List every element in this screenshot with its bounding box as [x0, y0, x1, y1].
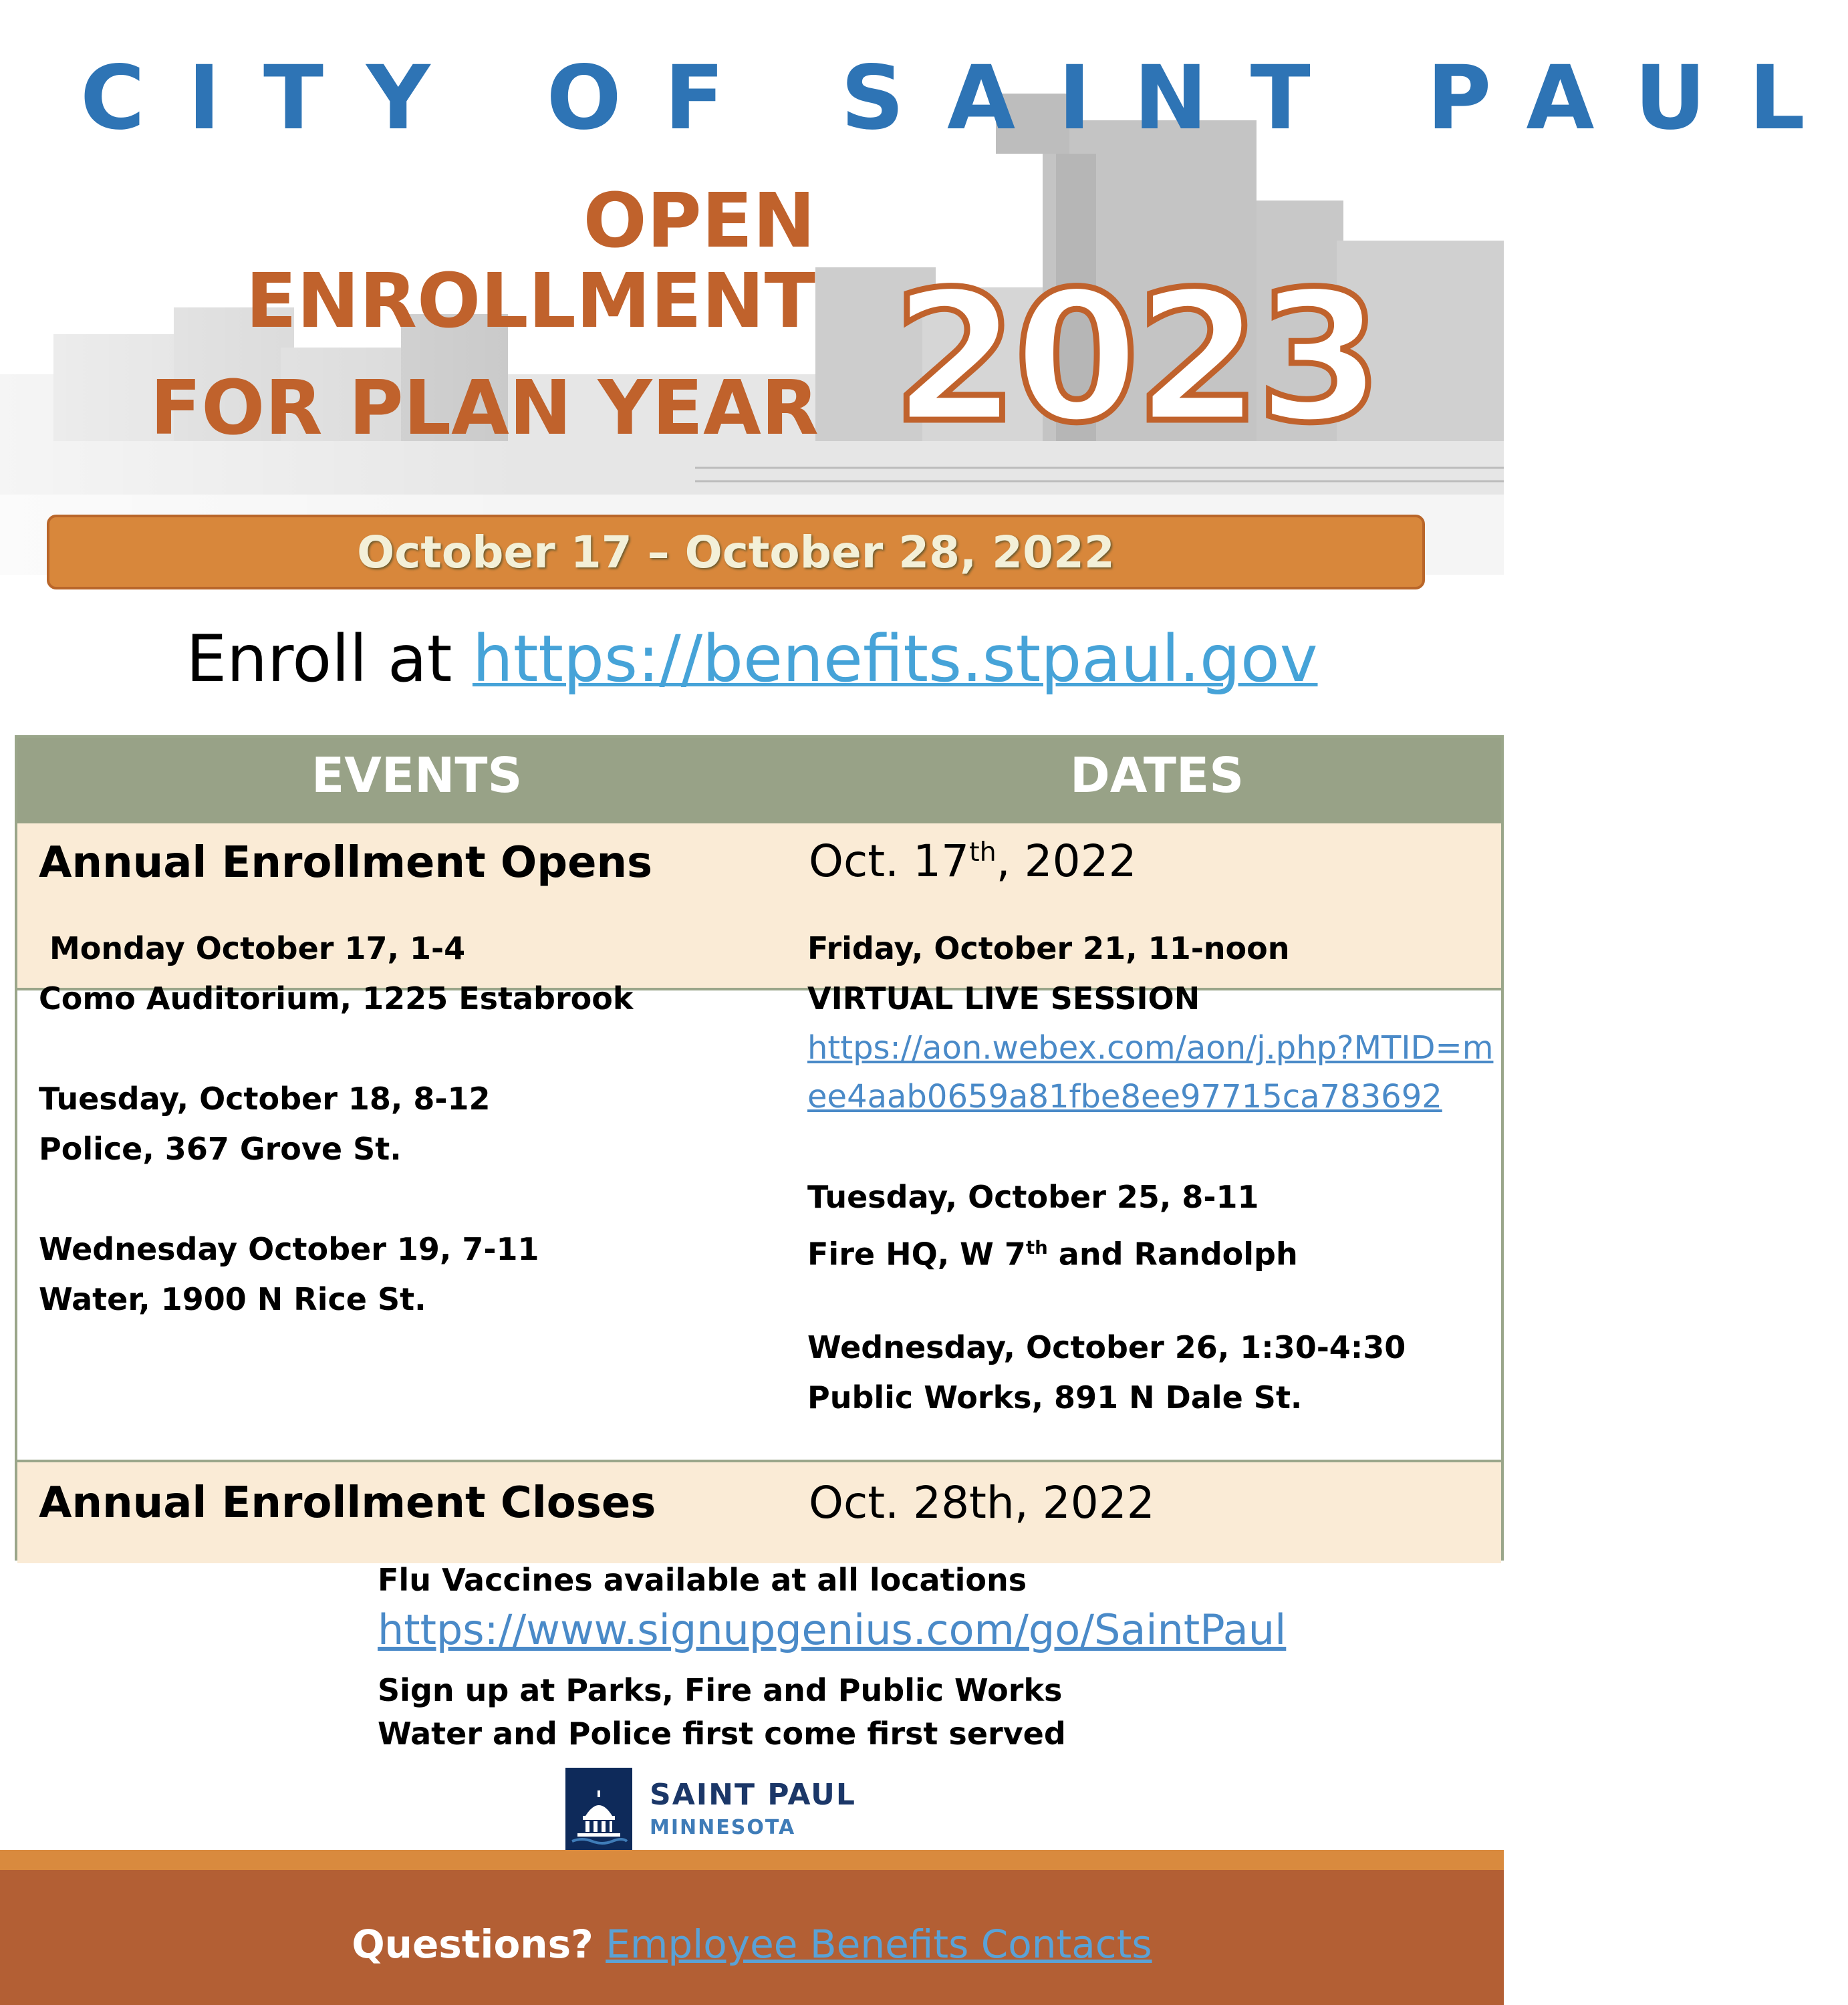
table-row-closes [17, 1460, 1501, 1563]
table-header [17, 738, 1501, 823]
session-virtual [807, 924, 1290, 1024]
benefits-portal-link[interactable]: https://benefits.stpaul.gov [472, 622, 1318, 696]
session-when: Wednesday, October 26, 1:30-4:30 [807, 1329, 1406, 1365]
logo-name: SAINT PAUL [650, 1778, 856, 1812]
footer-stripe [0, 1850, 1504, 1870]
open-heading: OPEN [583, 178, 815, 265]
session-tuesday [39, 1074, 491, 1174]
flu-heading: Flu Vaccines available at all locations [378, 1562, 1027, 1598]
closes-label: Annual Enrollment Closes [39, 1478, 656, 1528]
date-range-text: October 17 – October 28, 2022 [357, 526, 1115, 578]
session-when: Tuesday, October 25, 8-11 [807, 1179, 1259, 1215]
session-when: Monday October 17, 1-4 [39, 930, 466, 966]
plan-year-number: 2023 [892, 252, 1379, 462]
capitol-dome-icon [565, 1768, 632, 1855]
session-where: Water, 1900 N Rice St. [39, 1281, 426, 1317]
session-wednesday [39, 1224, 539, 1325]
benefits-contacts-link[interactable]: Employee Benefits Contacts [606, 1921, 1152, 1967]
flu-note-signup: Sign up at Parks, Fire and Public Works [378, 1672, 1063, 1708]
footer-questions [0, 1921, 1504, 1967]
session-where: Public Works, 891 N Dale St. [807, 1379, 1303, 1416]
plan-year-heading: FOR PLAN YEAR [150, 365, 819, 452]
flu-note-walkin: Water and Police first come first served [378, 1716, 1066, 1752]
dates-column-header: DATES [1070, 747, 1244, 803]
session-public-works [807, 1323, 1406, 1423]
session-where: VIRTUAL LIVE SESSION [807, 980, 1200, 1017]
session-monday [39, 924, 633, 1024]
session-where: Fire HQ, W 7th and Randolph [807, 1236, 1298, 1273]
session-where: Police, 367 Grove St. [39, 1131, 402, 1167]
enroll-prefix: Enroll at [186, 622, 452, 696]
signupgenius-link[interactable]: https://www.signupgenius.com/go/SaintPaul [378, 1605, 1287, 1654]
questions-label: Questions? [352, 1921, 593, 1967]
session-fire-hq [807, 1172, 1298, 1279]
logo-subtitle: MINNESOTA [650, 1816, 796, 1839]
session-where: Como Auditorium, 1225 Estabrook [39, 980, 634, 1017]
events-column-header: EVENTS [311, 747, 523, 803]
enrollment-date-banner [47, 515, 1425, 589]
session-when: Wednesday October 19, 7-11 [39, 1231, 539, 1267]
webex-link[interactable]: https://aon.webex.com/aon/j.php?MTID=m ee4aab0659a81fbe8ee97715ca783692 [807, 1029, 1494, 1115]
events-table [15, 735, 1504, 1561]
opens-date: Oct. 17th, 2022 [809, 835, 1137, 887]
city-title: CITY OF SAINT PAUL [80, 47, 1848, 150]
enrollment-heading: ENROLLMENT [245, 258, 815, 345]
session-when: Tuesday, October 18, 8-12 [39, 1081, 491, 1117]
opens-label: Annual Enrollment Opens [39, 838, 653, 888]
closes-date: Oct. 28th, 2022 [809, 1477, 1155, 1528]
session-when: Friday, October 21, 11-noon [807, 930, 1290, 966]
enroll-line [0, 622, 1504, 696]
